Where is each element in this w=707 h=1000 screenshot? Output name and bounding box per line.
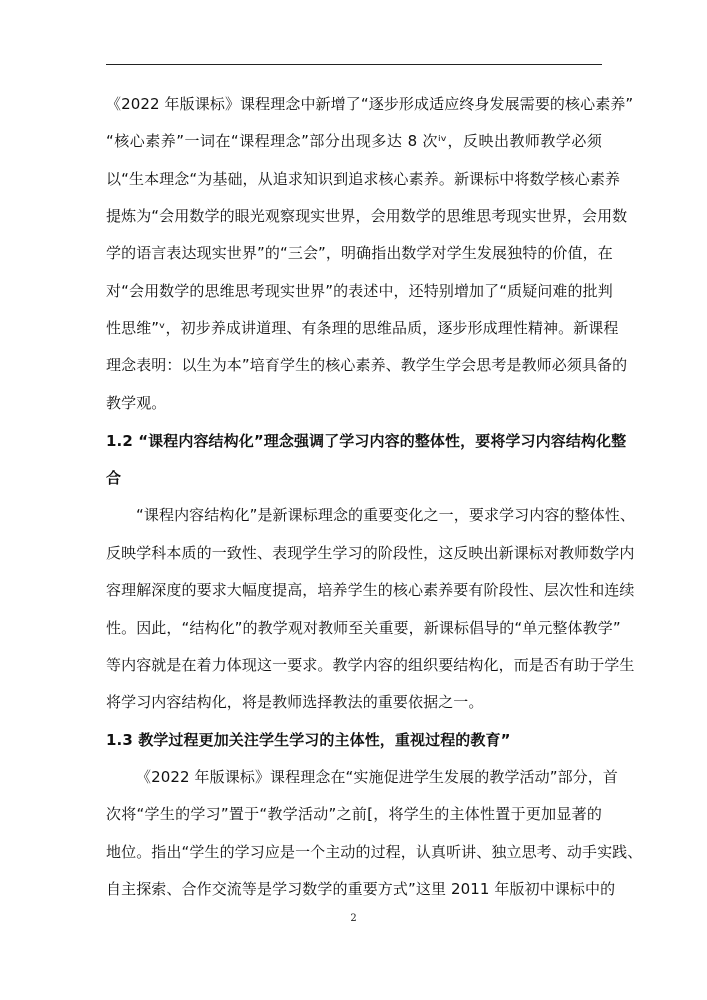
body-line: 学的语言表达现实世界”的“三会”，明确指出数学对学生发展独特的价值，在	[106, 244, 613, 262]
body-line: 教学观。	[106, 394, 167, 412]
body-line: 对“会用数学的思维思考现实世界”的表述中，还特别增加了“质疑问难的批判	[106, 282, 613, 300]
body-line: 容理解深度的要求大幅度提高，培养学生的核心素养要有阶段性、层次性和连续	[106, 581, 635, 599]
body-line: 理念表明：以生为本”培育学生的核心素养、教学生学会思考是教师必须具备的	[106, 356, 628, 374]
body-line: 《2022 年版课标》课程理念中新增了“逐步形成适应终身发展需要的核心素养”	[106, 95, 634, 113]
body-line: 反映学科本质的一致性、表现学生学习的阶段性，这反映出新课标对教师数学内	[106, 544, 635, 562]
body-line: 地位。指出“学生的学习应是一个主动的过程，认真听讲、独立思考、动手实践、	[106, 843, 643, 861]
body-line: 将学习内容结构化，将是教师选择教法的重要依据之一。	[106, 693, 484, 711]
body-line: 提炼为“会用数学的眼光观察现实世界，会用数学的思维思考现实世界，会用数	[106, 207, 628, 225]
section-heading: 1.3 教学过程更加关注学生学习的主体性，重视过程的教育”	[106, 731, 511, 749]
body-line: 自主探索、合作交流等是学习数学的重要方式”这里 2011 年版初中课标中的	[106, 880, 616, 898]
section-heading: 合	[106, 469, 122, 487]
section-heading: 1.2 “课程内容结构化”理念强调了学习内容的整体性，要将学习内容结构化整	[106, 432, 627, 450]
body-line: 性。因此，“结构化”的教学观对教师至关重要，新课标倡导的“单元整体教学”	[106, 619, 621, 637]
body-line: 以“生本理念“为基础，从追求知识到追求核心素养。新课标中将数学核心素养	[106, 170, 621, 188]
body-line: 等内容就是在着力体现这一要求。教学内容的组织要结构化，而是否有助于学生	[106, 656, 635, 674]
page-number: 2	[350, 913, 357, 924]
body-line: 《2022 年版课标》课程理念在“实施促进学生发展的教学活动”部分，首	[136, 768, 618, 786]
body-line: 次将“学生的学习”置于“教学活动”之前[，将学生的主体性置于更加显著的	[106, 805, 602, 823]
header-rule	[106, 64, 602, 65]
body-line: “核心素养”一词在“课程理念”部分出现多达 8 次ⁱᵛ，反映出教师教学必须	[106, 132, 602, 150]
body-line: 性思维”ᵛ，初步养成讲道理、有条理的思维品质，逐步形成理性精神。新课程	[106, 319, 619, 337]
body-line: “课程内容结构化”是新课标理念的重要变化之一，要求学习内容的整体性、	[136, 506, 635, 524]
